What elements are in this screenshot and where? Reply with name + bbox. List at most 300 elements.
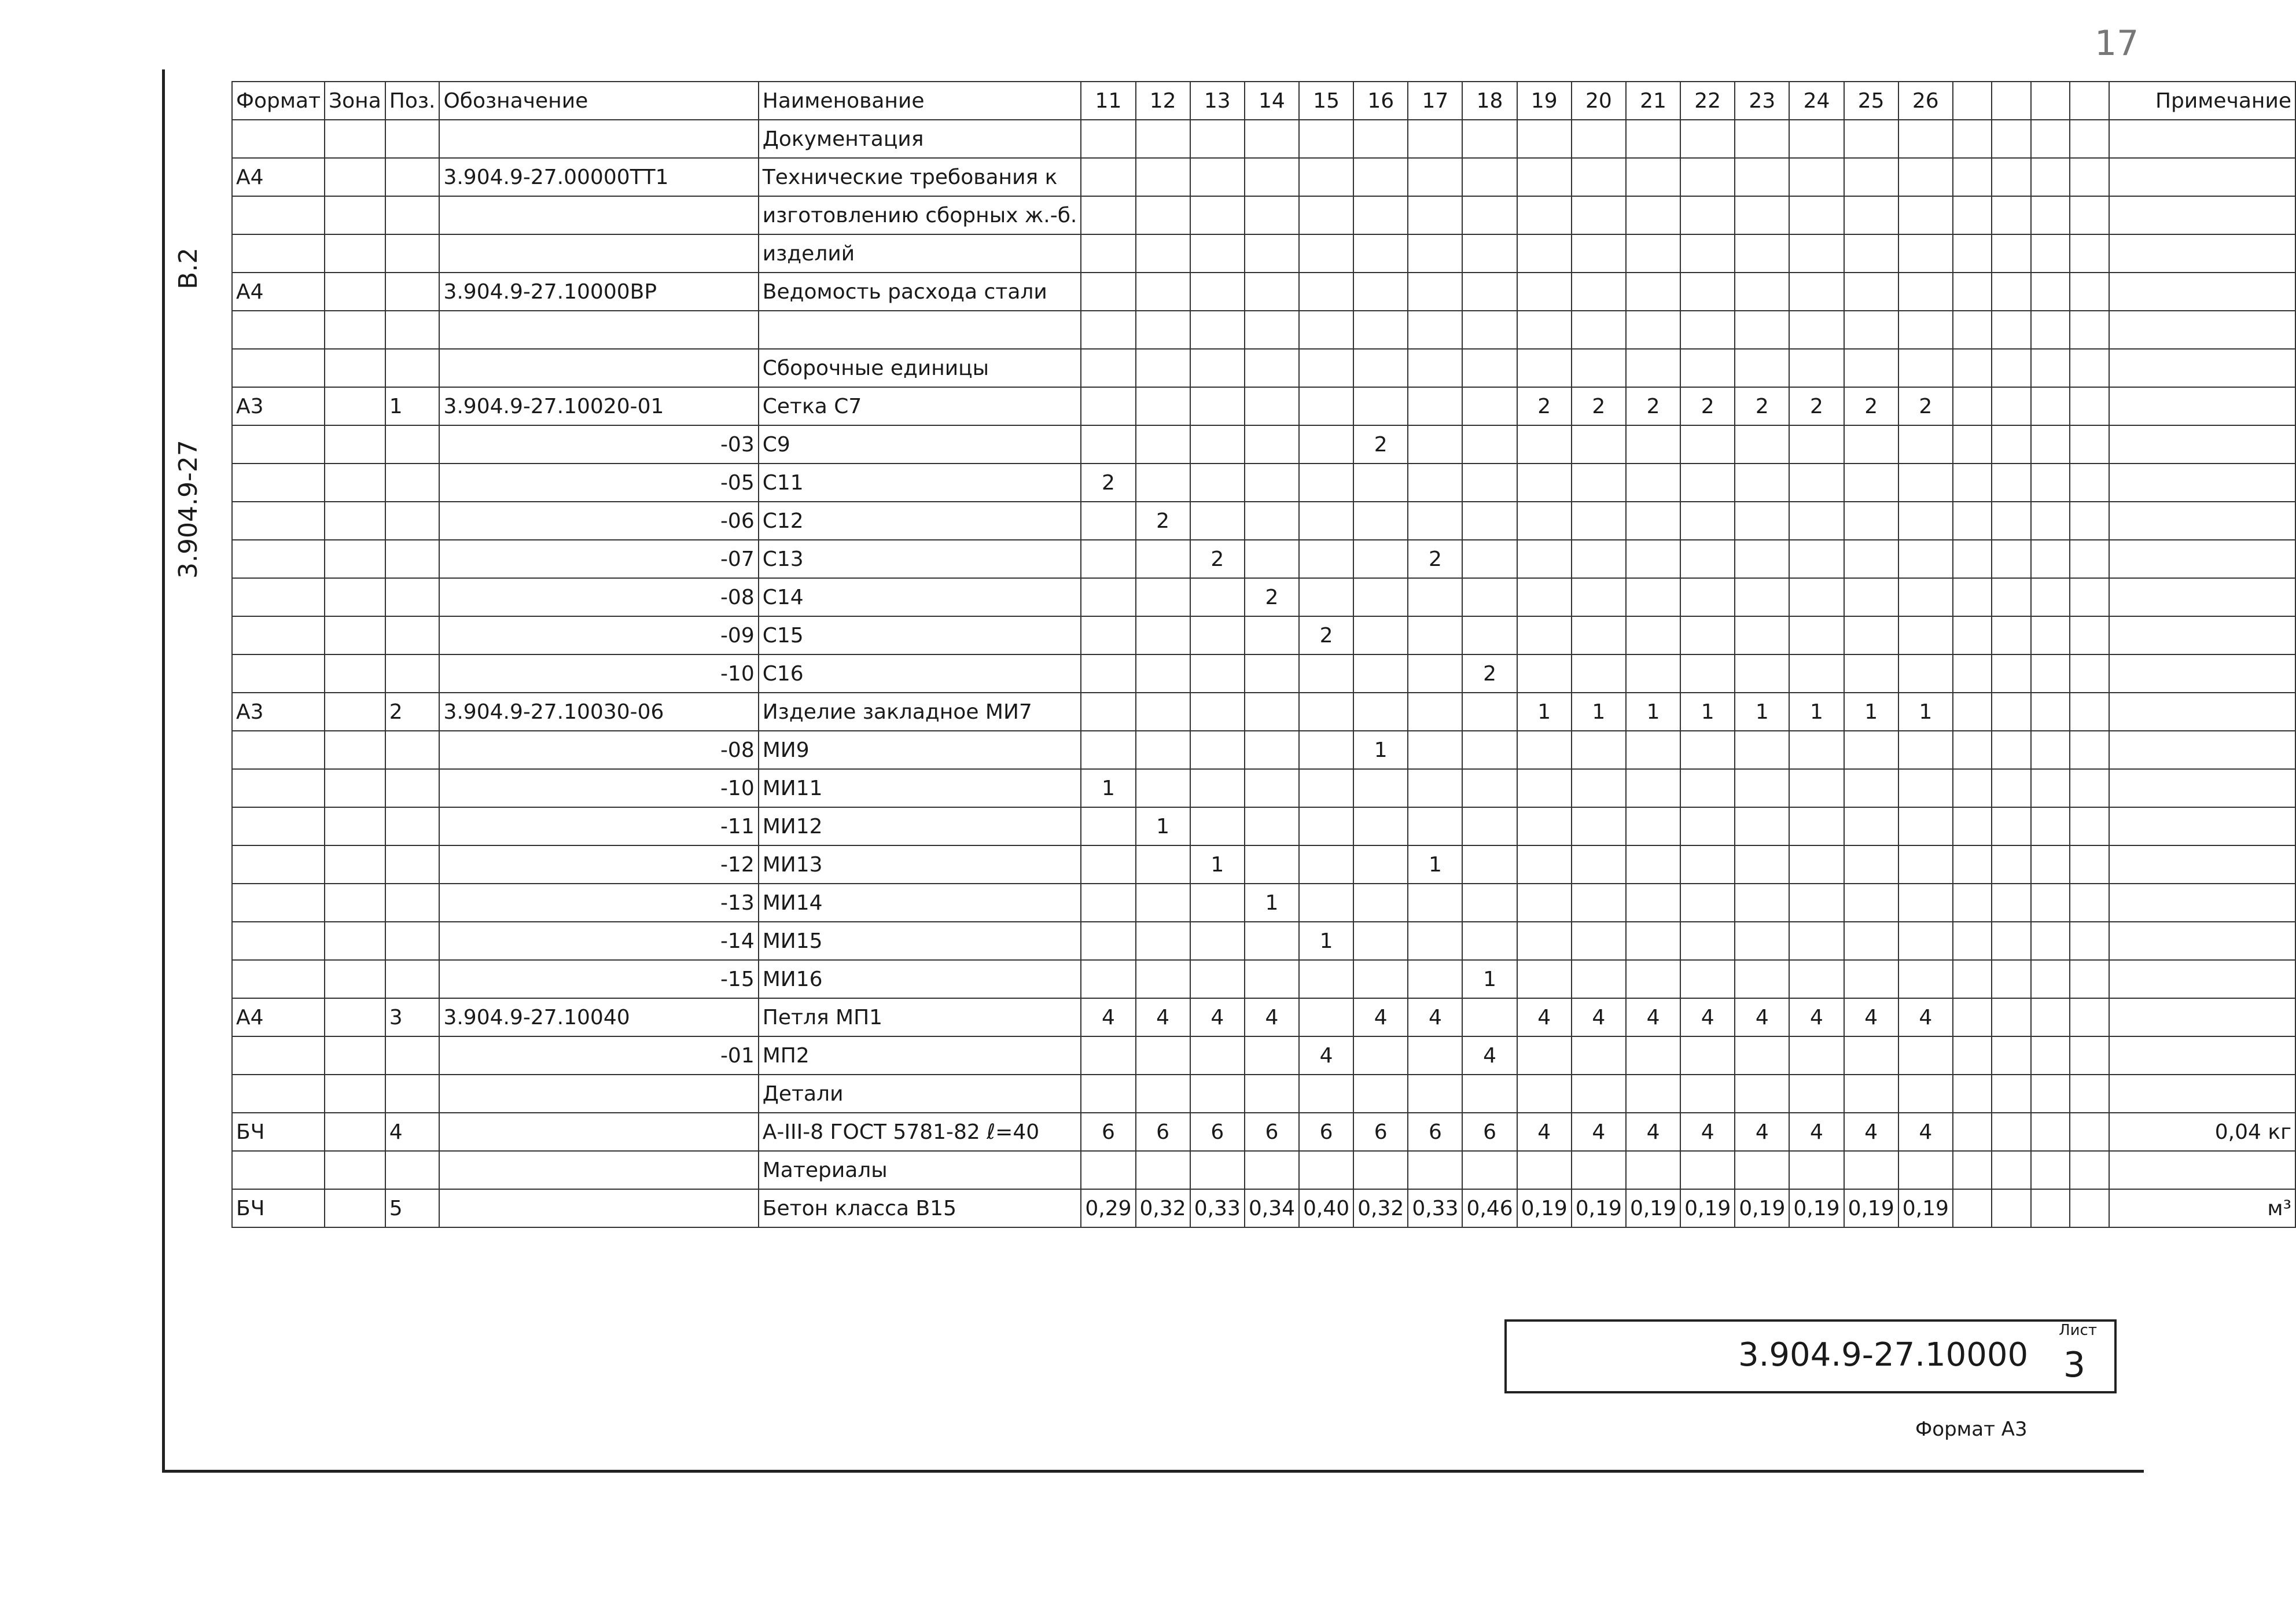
cell-qty [1572, 731, 1626, 769]
cell-qty [1844, 807, 1898, 845]
cell-spare [1992, 196, 2030, 234]
cell-qty [1572, 616, 1626, 654]
cell-qty [1408, 616, 1462, 654]
cell-qty [1844, 884, 1898, 922]
cell-qty [1898, 922, 1953, 960]
cell-qty [1680, 1036, 1735, 1075]
cell-designation: 3.904.9-27.10030-06 [439, 693, 758, 731]
cell-qty [1680, 578, 1735, 616]
cell-qty: 0,19 [1572, 1189, 1626, 1227]
cell-spare [1953, 960, 1992, 998]
cell-qty [1735, 1151, 1789, 1189]
cell-qty [1789, 922, 1844, 960]
cell-zone [325, 311, 385, 349]
cell-zone [325, 845, 385, 884]
cell-qty [1245, 1075, 1299, 1113]
cell-note [2109, 502, 2295, 540]
col-pos: Поз. [385, 82, 440, 120]
cell-spare [1953, 311, 1992, 349]
col-format: Формат [232, 82, 325, 120]
cell-qty [1572, 158, 1626, 196]
table-row [232, 1113, 2295, 1151]
cell-designation: -05 [439, 464, 758, 502]
cell-qty [1898, 196, 1953, 234]
table-row [232, 1036, 2295, 1075]
cell-spare [2070, 1075, 2109, 1113]
cell-note [2109, 769, 2295, 807]
cell-pos [385, 1075, 440, 1113]
cell-spare [1992, 464, 2030, 502]
cell-qty [1789, 234, 1844, 273]
cell-qty [1898, 540, 1953, 578]
cell-qty [1245, 845, 1299, 884]
cell-qty [1572, 425, 1626, 464]
cell-spare [1992, 1036, 2030, 1075]
cell-name: Документация [759, 120, 1081, 158]
cell-qty [1844, 769, 1898, 807]
cell-qty [1735, 273, 1789, 311]
cell-qty: 4 [1572, 1113, 1626, 1151]
cell-qty [1190, 769, 1245, 807]
col-qty: 19 [1517, 82, 1572, 120]
cell-qty [1680, 1075, 1735, 1113]
cell-qty [1136, 234, 1190, 273]
cell-qty: 1 [1572, 693, 1626, 731]
cell-pos [385, 196, 440, 234]
cell-qty [1680, 654, 1735, 693]
cell-qty [1626, 884, 1680, 922]
cell-qty [1353, 1151, 1408, 1189]
cell-qty: 4 [1898, 998, 1953, 1036]
cell-qty [1245, 464, 1299, 502]
cell-name: МИ13 [759, 845, 1081, 884]
cell-qty [1462, 311, 1517, 349]
cell-qty [1572, 769, 1626, 807]
cell-spare [1992, 654, 2030, 693]
cell-qty: 1 [1190, 845, 1245, 884]
cell-qty [1081, 1151, 1135, 1189]
cell-qty: 2 [1789, 387, 1844, 425]
cell-designation [439, 1075, 758, 1113]
cell-qty [1299, 311, 1353, 349]
cell-qty [1353, 234, 1408, 273]
cell-qty [1190, 349, 1245, 387]
cell-qty [1626, 349, 1680, 387]
table-row [232, 769, 2295, 807]
cell-qty [1462, 731, 1517, 769]
table-row [232, 158, 2295, 196]
cell-pos [385, 884, 440, 922]
cell-designation: -14 [439, 922, 758, 960]
cell-pos [385, 425, 440, 464]
cell-qty [1462, 425, 1517, 464]
cell-qty [1735, 464, 1789, 502]
cell-qty [1626, 425, 1680, 464]
cell-qty [1408, 654, 1462, 693]
cell-qty [1517, 1151, 1572, 1189]
table-row [232, 1075, 2295, 1113]
cell-qty [1353, 960, 1408, 998]
cell-qty [1190, 654, 1245, 693]
cell-format [232, 1036, 325, 1075]
cell-spare [1953, 158, 1992, 196]
cell-qty [1462, 884, 1517, 922]
cell-format [232, 1075, 325, 1113]
cell-qty: 6 [1190, 1113, 1245, 1151]
col-spare [1953, 82, 1992, 120]
cell-qty: 4 [1408, 998, 1462, 1036]
cell-spare [1992, 807, 2030, 845]
cell-format [232, 616, 325, 654]
cell-qty [1898, 120, 1953, 158]
cell-qty [1789, 1075, 1844, 1113]
cell-format [232, 425, 325, 464]
cell-pos: 4 [385, 1113, 440, 1151]
cell-qty [1353, 502, 1408, 540]
cell-name: С12 [759, 502, 1081, 540]
cell-qty: 6 [1081, 1113, 1135, 1151]
title-block [1504, 1319, 2117, 1393]
cell-qty [1844, 845, 1898, 884]
cell-qty [1081, 578, 1135, 616]
cell-note [2109, 693, 2295, 731]
cell-qty [1572, 960, 1626, 998]
cell-format [232, 578, 325, 616]
cell-qty [1462, 1151, 1517, 1189]
cell-spare [1953, 807, 1992, 845]
cell-qty [1245, 769, 1299, 807]
cell-qty [1081, 1036, 1135, 1075]
cell-qty [1299, 273, 1353, 311]
cell-qty: 4 [1245, 998, 1299, 1036]
cell-spare [2031, 273, 2070, 311]
cell-qty [1081, 960, 1135, 998]
cell-qty [1898, 1036, 1953, 1075]
cell-name: Ведомость расхода стали [759, 273, 1081, 311]
cell-spare [2031, 196, 2070, 234]
cell-qty [1735, 158, 1789, 196]
cell-qty [1408, 1036, 1462, 1075]
table-row [232, 234, 2295, 273]
cell-spare [2070, 387, 2109, 425]
cell-spare [2031, 578, 2070, 616]
cell-qty: 1 [1517, 693, 1572, 731]
cell-qty [1462, 502, 1517, 540]
cell-qty [1735, 1075, 1789, 1113]
cell-spare [1992, 158, 2030, 196]
cell-name: Детали [759, 1075, 1081, 1113]
cell-pos [385, 616, 440, 654]
cell-spare [2070, 196, 2109, 234]
table-row [232, 998, 2295, 1036]
cell-qty: 2 [1680, 387, 1735, 425]
cell-qty [1299, 731, 1353, 769]
col-qty: 24 [1789, 82, 1844, 120]
cell-qty [1680, 425, 1735, 464]
cell-spare [1992, 540, 2030, 578]
cell-qty [1626, 311, 1680, 349]
cell-name: изделий [759, 234, 1081, 273]
cell-format [232, 196, 325, 234]
cell-qty [1735, 845, 1789, 884]
cell-spare [2031, 693, 2070, 731]
cell-qty [1680, 234, 1735, 273]
cell-qty [1245, 502, 1299, 540]
cell-qty [1789, 502, 1844, 540]
cell-spare [1992, 884, 2030, 922]
cell-qty [1299, 998, 1353, 1036]
cell-spare [1992, 769, 2030, 807]
cell-qty [1081, 120, 1135, 158]
cell-zone [325, 807, 385, 845]
cell-qty: 2 [1572, 387, 1626, 425]
cell-designation: -10 [439, 769, 758, 807]
cell-qty [1245, 540, 1299, 578]
col-qty: 13 [1190, 82, 1245, 120]
cell-qty [1081, 234, 1135, 273]
cell-spare [2031, 731, 2070, 769]
cell-qty [1626, 1151, 1680, 1189]
cell-qty [1844, 540, 1898, 578]
cell-spare [1992, 731, 2030, 769]
table-row [232, 425, 2295, 464]
cell-name [759, 311, 1081, 349]
cell-qty [1844, 311, 1898, 349]
cell-note [2109, 234, 2295, 273]
cell-qty: 1 [1898, 693, 1953, 731]
col-qty: 18 [1462, 82, 1517, 120]
cell-format [232, 311, 325, 349]
cell-qty [1735, 616, 1789, 654]
cell-spare [2031, 311, 2070, 349]
cell-qty [1789, 311, 1844, 349]
cell-qty [1517, 884, 1572, 922]
col-qty: 11 [1081, 82, 1135, 120]
cell-qty [1353, 120, 1408, 158]
cell-qty [1408, 349, 1462, 387]
cell-qty [1572, 120, 1626, 158]
col-name: Наименование [759, 82, 1081, 120]
cell-qty: 4 [1789, 1113, 1844, 1151]
cell-designation [439, 234, 758, 273]
table-row [232, 654, 2295, 693]
cell-spare [1992, 693, 2030, 731]
cell-qty [1844, 273, 1898, 311]
cell-qty [1462, 616, 1517, 654]
sheet-number: 3 [2063, 1345, 2085, 1385]
cell-spare [2070, 540, 2109, 578]
cell-qty [1572, 540, 1626, 578]
cell-spare [2070, 1036, 2109, 1075]
cell-designation: -03 [439, 425, 758, 464]
cell-qty [1190, 196, 1245, 234]
cell-qty [1572, 1075, 1626, 1113]
cell-name: МИ16 [759, 960, 1081, 998]
cell-qty [1408, 425, 1462, 464]
cell-qty [1898, 845, 1953, 884]
cell-zone [325, 1151, 385, 1189]
cell-spare [2070, 922, 2109, 960]
cell-qty [1680, 845, 1735, 884]
cell-qty [1572, 845, 1626, 884]
cell-qty [1136, 884, 1190, 922]
col-qty: 14 [1245, 82, 1299, 120]
table-row [232, 502, 2295, 540]
cell-spare [2031, 845, 2070, 884]
cell-qty: 0,19 [1626, 1189, 1680, 1227]
cell-qty [1408, 1075, 1462, 1113]
table-row [232, 578, 2295, 616]
col-qty: 22 [1680, 82, 1735, 120]
cell-format [232, 654, 325, 693]
cell-note [2109, 884, 2295, 922]
cell-qty [1844, 654, 1898, 693]
cell-qty [1408, 960, 1462, 998]
cell-spare [1992, 120, 2030, 158]
cell-zone [325, 693, 385, 731]
cell-spare [1953, 616, 1992, 654]
cell-spare [2070, 311, 2109, 349]
cell-format [232, 540, 325, 578]
cell-spare [2070, 731, 2109, 769]
cell-designation: -08 [439, 578, 758, 616]
cell-name: Изделие закладное МИ7 [759, 693, 1081, 731]
cell-format: А4 [232, 273, 325, 311]
col-spare [2070, 82, 2109, 120]
cell-zone [325, 922, 385, 960]
cell-spare [1992, 311, 2030, 349]
cell-spare [2070, 769, 2109, 807]
cell-qty [1517, 845, 1572, 884]
col-qty: 17 [1408, 82, 1462, 120]
cell-designation: -15 [439, 960, 758, 998]
cell-qty [1844, 960, 1898, 998]
cell-zone [325, 578, 385, 616]
cell-qty [1735, 311, 1789, 349]
cell-qty [1136, 769, 1190, 807]
cell-spare [2031, 1189, 2070, 1227]
cell-spare [2070, 120, 2109, 158]
cell-spare [2070, 960, 2109, 998]
cell-qty [1898, 502, 1953, 540]
cell-qty [1462, 1075, 1517, 1113]
cell-qty [1462, 845, 1517, 884]
cell-spare [2070, 273, 2109, 311]
cell-qty [1353, 807, 1408, 845]
cell-qty: 4 [1462, 1036, 1517, 1075]
cell-pos [385, 158, 440, 196]
cell-qty [1190, 234, 1245, 273]
cell-zone [325, 120, 385, 158]
cell-spare [2031, 922, 2070, 960]
cell-qty [1789, 1151, 1844, 1189]
cell-spare [1953, 540, 1992, 578]
cell-qty [1299, 1075, 1353, 1113]
cell-qty [1572, 578, 1626, 616]
cell-qty [1898, 234, 1953, 273]
cell-zone [325, 196, 385, 234]
cell-qty [1680, 273, 1735, 311]
cell-spare [1992, 578, 2030, 616]
cell-qty [1353, 464, 1408, 502]
cell-qty [1408, 464, 1462, 502]
cell-spare [2070, 234, 2109, 273]
cell-qty: 4 [1299, 1036, 1353, 1075]
cell-qty [1680, 158, 1735, 196]
cell-zone [325, 1113, 385, 1151]
cell-qty [1299, 425, 1353, 464]
cell-qty [1844, 1036, 1898, 1075]
cell-note [2109, 1036, 2295, 1075]
cell-qty [1517, 234, 1572, 273]
cell-format [232, 769, 325, 807]
cell-spare [1953, 998, 1992, 1036]
cell-note [2109, 540, 2295, 578]
cell-qty [1572, 349, 1626, 387]
cell-qty [1517, 960, 1572, 998]
cell-qty [1517, 311, 1572, 349]
cell-spare [2070, 425, 2109, 464]
cell-qty [1898, 960, 1953, 998]
table-row [232, 693, 2295, 731]
cell-pos: 5 [385, 1189, 440, 1227]
cell-qty: 4 [1081, 998, 1135, 1036]
cell-spare [2031, 998, 2070, 1036]
cell-qty [1245, 616, 1299, 654]
cell-qty [1299, 769, 1353, 807]
cell-note [2109, 616, 2295, 654]
cell-qty [1081, 845, 1135, 884]
sheet-label: Лист [2059, 1322, 2097, 1339]
cell-qty [1572, 1036, 1626, 1075]
cell-qty [1081, 616, 1135, 654]
cell-qty: 2 [1190, 540, 1245, 578]
cell-spare [2031, 616, 2070, 654]
cell-name: Бетон класса В15 [759, 1189, 1081, 1227]
cell-qty: 2 [1408, 540, 1462, 578]
cell-qty [1462, 693, 1517, 731]
cell-spare [2031, 960, 2070, 998]
cell-qty: 1 [1136, 807, 1190, 845]
cell-qty [1626, 1036, 1680, 1075]
cell-spare [1953, 731, 1992, 769]
cell-designation: 3.904.9-27.10040 [439, 998, 758, 1036]
cell-qty [1735, 349, 1789, 387]
cell-qty: 6 [1299, 1113, 1353, 1151]
cell-qty [1517, 464, 1572, 502]
cell-qty [1408, 884, 1462, 922]
cell-qty [1136, 464, 1190, 502]
cell-qty [1353, 158, 1408, 196]
cell-qty [1408, 120, 1462, 158]
cell-spare [2031, 1036, 2070, 1075]
cell-pos [385, 654, 440, 693]
cell-qty [1735, 578, 1789, 616]
cell-qty [1190, 616, 1245, 654]
header-row [232, 82, 2295, 120]
cell-qty [1136, 693, 1190, 731]
cell-qty [1408, 273, 1462, 311]
cell-qty [1299, 807, 1353, 845]
cell-qty [1190, 273, 1245, 311]
cell-note [2109, 578, 2295, 616]
cell-qty: 4 [1680, 998, 1735, 1036]
cell-qty [1299, 234, 1353, 273]
cell-qty [1517, 273, 1572, 311]
cell-note [2109, 1075, 2295, 1113]
col-qty: 16 [1353, 82, 1408, 120]
table-row [232, 1189, 2295, 1227]
